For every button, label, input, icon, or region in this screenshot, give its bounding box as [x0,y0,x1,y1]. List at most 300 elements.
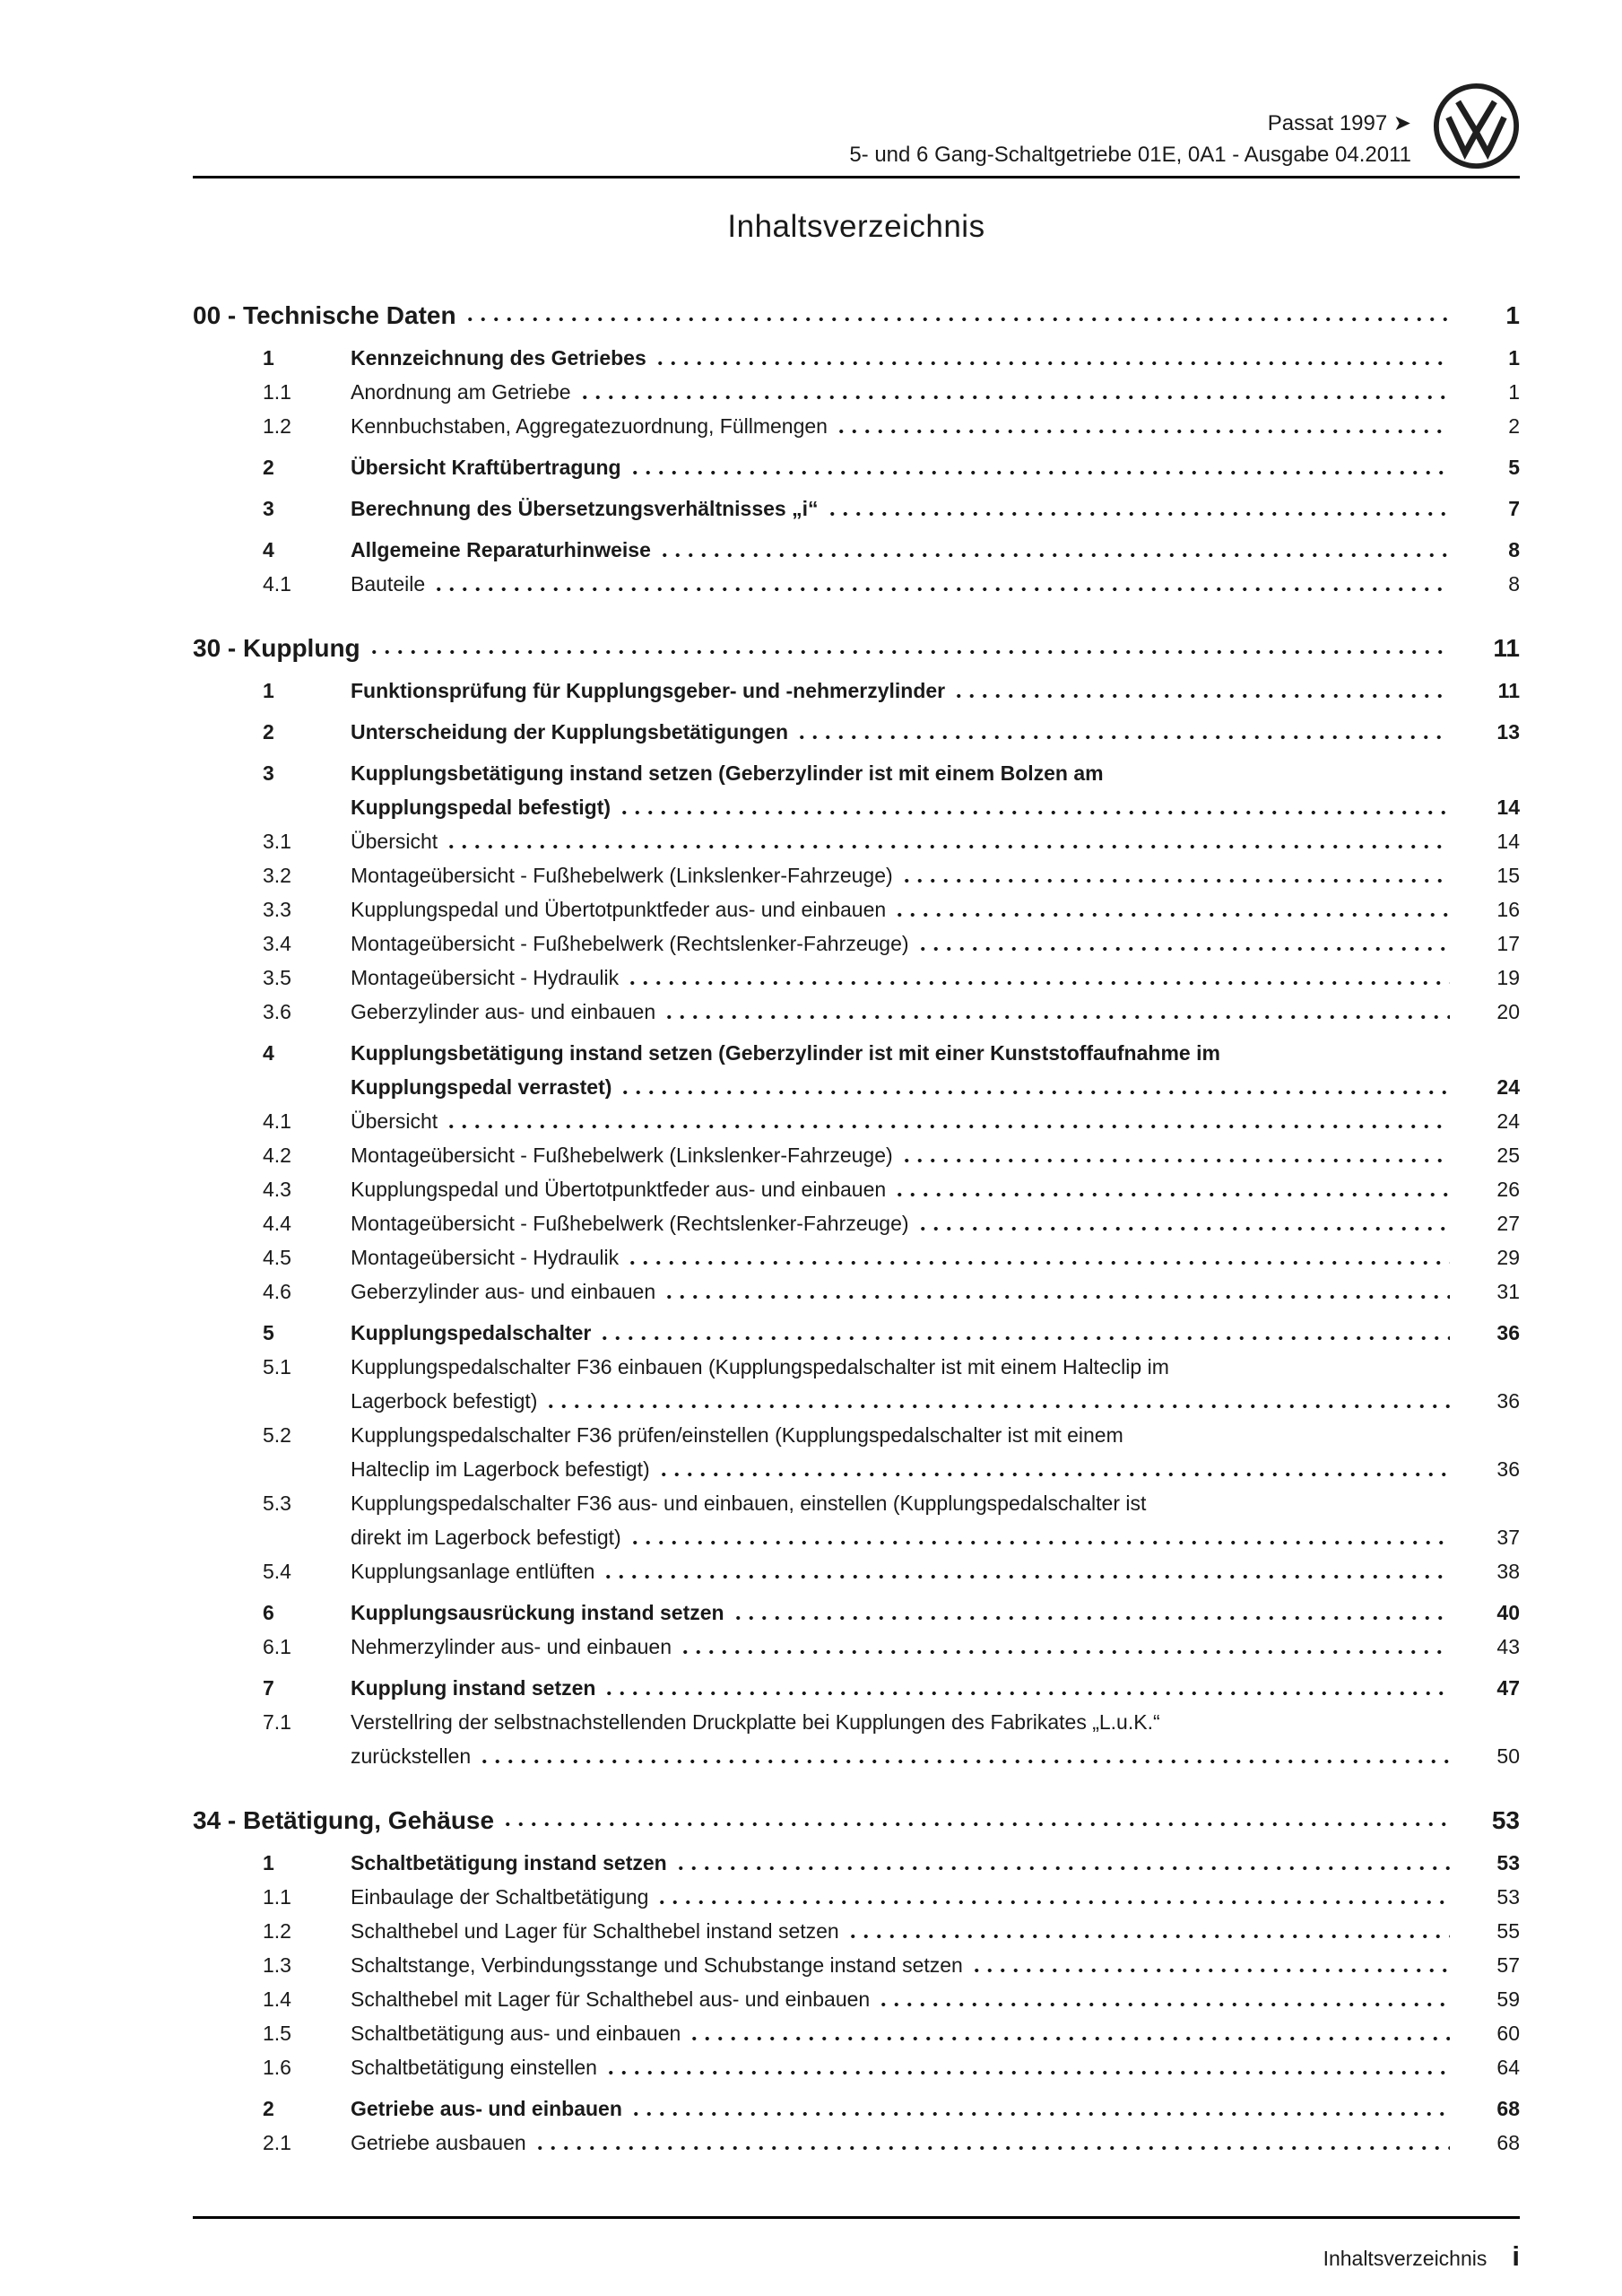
dot-leader [618,790,1450,824]
dot-leader [688,2016,1450,2050]
entry-page: 37 [1496,1526,1520,1549]
entry-title-line [351,1316,1520,1350]
dot-leader [464,299,1450,332]
entry-title-line [351,824,1520,858]
dot-leader [544,1384,1450,1418]
entry-title-line: Kupplungspedalschalter F36 aus- und einbauen, einstellen (Kupplungspedalschalter ist [351,1492,1147,1515]
dot-leader [952,674,1450,708]
entry-num: 1.5 [263,2022,291,2045]
toc-entry [193,2016,1520,2050]
entry-num: 4.1 [263,1109,291,1133]
chapter-label: 00 - Technische Daten [193,301,456,329]
entry-title-line [351,1384,1520,1418]
entry-title-line [351,858,1520,892]
entry-page: 68 [1496,2131,1520,2154]
entry-title: Kupplungsausrückung instand setzen [351,1601,724,1624]
entry-num: 2.1 [263,2131,291,2154]
toc-entry [193,1880,1520,1914]
chapter-label: 30 - Kupplung [193,634,360,662]
toc-entry [193,756,1520,824]
entry-title: Schaltstange, Verbindungsstange und Schubstange instand setzen [351,1953,963,1977]
entry-page: 27 [1496,1212,1520,1235]
entry-num: 3 [263,761,274,785]
entry-page: 11 [1497,679,1520,702]
page-header [193,0,1520,178]
dot-leader [533,2126,1450,2160]
entry-title-line [351,409,1520,443]
toc-entry [193,892,1520,926]
entry-body [351,1982,1520,2016]
chapter-page: 1 [1505,301,1520,329]
entry-num: 1.2 [263,1919,291,1943]
header-subtitle: 5- und 6 Gang-Schaltgetriebe 01E, 0A1 - Ausgabe 04.2011 [849,143,1411,167]
dot-leader [657,1452,1450,1486]
toc-entry [193,2050,1520,2084]
entry-title: zurückstellen [351,1744,472,1768]
entry-body [351,1316,1520,1350]
entry-body [351,1948,1520,1982]
entry-num: 4.6 [263,1280,291,1303]
entry-body [351,1418,1520,1486]
entry-title: Kennbuchstaben, Aggregatezuordnung, Füllmengen [351,414,828,438]
entry-body [351,674,1520,708]
entry-title-line [351,1138,1520,1172]
entry-body [351,995,1520,1029]
dot-leader [916,1206,1450,1240]
entry-num: 5 [263,1321,274,1344]
entry-num: 3.2 [263,864,291,887]
entry-num: 5.1 [263,1355,291,1378]
toc-entry [193,1418,1520,1486]
dot-leader [445,1104,1450,1138]
entry-page: 64 [1496,2056,1520,2079]
dot-leader [578,375,1451,409]
dot-leader [663,1274,1450,1309]
entry-title: Unterscheidung der Kupplungsbetätigungen [351,720,789,744]
entry-page: 1 [1508,380,1520,404]
entry-body [351,858,1520,892]
entry-title-line [351,491,1520,526]
toc-entry [193,1104,1520,1138]
toc-entry [193,2126,1520,2160]
entry-body [351,567,1520,601]
dot-leader [603,1671,1450,1705]
dot-leader [663,995,1450,1029]
toc-entry [193,715,1520,749]
toc-entry [193,1846,1520,1880]
chapter-label: 34 - Betätigung, Gehäuse [193,1806,495,1834]
entry-title-line [351,1172,1520,1206]
dot-leader [619,1070,1450,1104]
toc-entry [193,341,1520,375]
entry-num: 4 [263,538,274,561]
dot-leader [626,1240,1450,1274]
entry-title-line [351,961,1520,995]
toc-entry [193,567,1520,601]
header-text [849,108,1411,174]
toc-chapter [193,299,1520,332]
dot-leader [732,1596,1450,1630]
dot-leader [604,2050,1450,2084]
entry-title: Übersicht [351,830,438,853]
dot-leader [598,1316,1450,1350]
entry-title-line [351,2050,1520,2084]
toc-entry [193,824,1520,858]
entry-title-line [351,1671,1520,1705]
entry-title: Schaltbetätigung aus- und einbauen [351,2022,681,2045]
page-footer [193,2216,1520,2296]
entry-title-line [351,790,1520,824]
entry-title-line [351,1596,1520,1630]
entry-title: Schalthebel mit Lager für Schalthebel aus- und einbauen [351,1987,871,2011]
entry-title-line [351,1914,1520,1948]
entry-page: 59 [1496,1987,1520,2011]
entry-body [351,1914,1520,1948]
dot-leader [679,1630,1450,1664]
entry-title: direkt im Lagerbock befestigt) [351,1526,621,1549]
entry-page: 53 [1496,1851,1520,1874]
entry-num: 3.5 [263,966,291,989]
dot-leader [368,631,1450,665]
entry-title-line [351,2126,1520,2160]
toc-entry [193,491,1520,526]
dot-leader [629,450,1450,484]
entry-title-line: Kupplungsbetätigung instand setzen (Geberzylinder ist mit einer Kunststoffaufnahme im [351,1041,1220,1065]
entry-title-line [351,1880,1520,1914]
entry-num: 3.6 [263,1000,291,1023]
entry-title: Getriebe aus- und einbauen [351,2097,622,2120]
entry-title: Montageübersicht - Fußhebelwerk (Linkslenker-Fahrzeuge) [351,1144,893,1167]
toc-chapter [193,631,1520,665]
dot-leader [602,1554,1450,1588]
entry-page: 17 [1496,932,1520,955]
entry-title: Kupplungsanlage entlüften [351,1560,595,1583]
entry-title-line: Verstellring der selbstnachstellenden Druckplatte bei Kupplungen des Fabrikates „L.u.K.“ [351,1710,1160,1734]
entry-page: 26 [1496,1178,1520,1201]
dot-leader [629,2092,1450,2126]
entry-num: 3.3 [263,898,291,921]
entry-page: 24 [1496,1109,1520,1133]
toc-entry [193,858,1520,892]
dot-leader [846,1914,1450,1948]
entry-num: 1 [263,679,274,702]
toc-entry [193,1486,1520,1554]
entry-title: Geberzylinder aus- und einbauen [351,1280,656,1303]
toc-entry [193,1138,1520,1172]
entry-title-line [351,1948,1520,1982]
entry-body [351,961,1520,995]
toc-entry [193,1206,1520,1240]
toc-entry [193,1948,1520,1982]
entry-title-line [351,2016,1520,2050]
toc-entry [193,1036,1520,1104]
entry-body [351,1206,1520,1240]
dot-leader [893,892,1450,926]
entry-num: 2 [263,456,274,479]
entry-num: 1.6 [263,2056,291,2079]
toc-entry [193,375,1520,409]
entry-title-line [351,1739,1520,1773]
entry-title: Übersicht [351,1109,438,1133]
entry-page: 36 [1496,1321,1520,1344]
toc-entry [193,533,1520,567]
toc-entry [193,1350,1520,1418]
entry-num: 4.3 [263,1178,291,1201]
entry-body [351,1104,1520,1138]
entry-title-line [351,341,1520,375]
entry-page: 8 [1508,538,1520,561]
dot-leader [900,1138,1450,1172]
entry-num: 7.1 [263,1710,291,1734]
entry-num: 3.1 [263,830,291,853]
entry-title-line [351,1630,1520,1664]
entry-title-line [351,375,1520,409]
entry-title: Montageübersicht - Fußhebelwerk (Rechtslenker-Fahrzeuge) [351,1212,909,1235]
dot-leader [654,341,1450,375]
entry-page: 36 [1496,1457,1520,1481]
entry-title: Einbaulage der Schaltbetätigung [351,1885,649,1909]
entry-title-line: Kupplungspedalschalter F36 einbauen (Kupplungspedalschalter ist mit einem Halteclip im [351,1355,1169,1378]
toc-entry [193,1274,1520,1309]
entry-title-line [351,1274,1520,1309]
entry-body [351,1036,1520,1104]
chapter-page: 11 [1493,634,1520,662]
dot-leader [877,1982,1450,2016]
entry-title-line [351,533,1520,567]
entry-body [351,1486,1520,1554]
entry-title-line [351,1104,1520,1138]
entry-num: 1 [263,346,274,370]
entry-body [351,1240,1520,1274]
entry-page: 13 [1496,720,1520,744]
entry-page: 36 [1496,1389,1520,1413]
entry-title: Schalthebel und Lager für Schalthebel instand setzen [351,1919,839,1943]
entry-page: 25 [1496,1144,1520,1167]
dot-leader [970,1948,1450,1982]
entry-page: 38 [1496,1560,1520,1583]
entry-page: 7 [1508,497,1520,520]
entry-title-line [351,1070,1520,1104]
toc-entry [193,1705,1520,1773]
entry-num: 3.4 [263,932,291,955]
entry-page: 29 [1496,1246,1520,1269]
entry-body [351,1671,1520,1705]
entry-body [351,1596,1520,1630]
entry-body [351,1554,1520,1588]
toc-chapter [193,1804,1520,1837]
entry-num: 2 [263,2097,274,2120]
entry-body [351,2126,1520,2160]
entry-num: 6 [263,1601,274,1624]
entry-title-line [351,715,1520,749]
entry-body [351,1880,1520,1914]
entry-body [351,1274,1520,1309]
entry-title-line [351,1982,1520,2016]
entry-page: 24 [1496,1075,1520,1099]
toc-entry [193,1914,1520,1948]
entry-title: Schaltbetätigung instand setzen [351,1851,667,1874]
entry-num: 6.1 [263,1635,291,1658]
entry-num: 4 [263,1041,274,1065]
entry-page: 53 [1496,1885,1520,1909]
entry-num: 4.1 [263,572,291,596]
dot-leader [655,1880,1450,1914]
toc-entry [193,961,1520,995]
dot-leader [916,926,1450,961]
entry-num: 1.2 [263,414,291,438]
entry-title: Bauteile [351,572,426,596]
dot-leader [674,1846,1450,1880]
entry-title: Schaltbetätigung einstellen [351,2056,597,2079]
entry-page: 50 [1496,1744,1520,1768]
toc-entry [193,1316,1520,1350]
entry-num: 4.4 [263,1212,291,1235]
toc-entry [193,1554,1520,1588]
entry-num: 1.1 [263,380,291,404]
entry-body [351,409,1520,443]
entry-title-line [351,2092,1520,2126]
entry-title-line [351,450,1520,484]
entry-title: Funktionsprüfung für Kupplungsgeber- und -nehmerzylinder [351,679,946,702]
entry-body [351,491,1520,526]
entry-title: Halteclip im Lagerbock befestigt) [351,1457,650,1481]
entry-title: Montageübersicht - Hydraulik [351,966,620,989]
entry-page: 57 [1496,1953,1520,1977]
entry-title-line [351,995,1520,1029]
entry-title-line [351,567,1520,601]
entry-num: 5.2 [263,1423,291,1447]
entry-num: 4.2 [263,1144,291,1167]
toc-entry [193,1240,1520,1274]
dot-leader [835,409,1450,443]
entry-body [351,756,1520,824]
entry-title: Berechnung des Übersetzungsverhältnisses „i“ [351,497,819,520]
entry-title: Montageübersicht - Hydraulik [351,1246,620,1269]
dot-leader [626,961,1450,995]
dot-leader [478,1739,1450,1773]
entry-page: 43 [1496,1635,1520,1658]
entry-title: Montageübersicht - Fußhebelwerk (Rechtslenker-Fahrzeuge) [351,932,909,955]
entry-page: 1 [1508,346,1520,370]
entry-page: 19 [1496,966,1520,989]
entry-num: 7 [263,1676,274,1700]
entry-num: 1 [263,1851,274,1874]
entry-num: 1.4 [263,1987,291,2011]
entry-page: 55 [1496,1919,1520,1943]
dot-leader [900,858,1450,892]
dot-leader [501,1804,1450,1837]
entry-body [351,715,1520,749]
entry-title-line: Kupplungsbetätigung instand setzen (Geberzylinder ist mit einem Bolzen am [351,761,1104,785]
dot-leader [445,824,1450,858]
entry-title: Übersicht Kraftübertragung [351,456,621,479]
page-title: Inhaltsverzeichnis [727,209,985,244]
footer-page-number: i [1512,2240,1520,2272]
dot-leader [658,533,1450,567]
entry-body [351,1846,1520,1880]
entry-page: 47 [1496,1676,1520,1700]
entry-num: 5.3 [263,1492,291,1515]
entry-num: 1.3 [263,1953,291,1977]
vw-logo-icon [1433,83,1520,170]
entry-num: 2 [263,720,274,744]
toc-entry [193,2092,1520,2126]
entry-body [351,926,1520,961]
entry-title: Kupplung instand setzen [351,1676,596,1700]
entry-title: Allgemeine Reparaturhinweise [351,538,651,561]
entry-title-line: Kupplungspedalschalter F36 prüfen/einstellen (Kupplungspedalschalter ist mit einem [351,1423,1123,1447]
toc-entry [193,674,1520,708]
toc-entry [193,1596,1520,1630]
entry-body [351,2016,1520,2050]
entry-page: 5 [1508,456,1520,479]
entry-title: Kupplungspedal und Übertotpunktfeder aus- und einbauen [351,1178,887,1201]
dot-leader [795,715,1450,749]
footer-label: Inhaltsverzeichnis [1323,2247,1488,2270]
entry-title-line [351,892,1520,926]
toc-entry [193,995,1520,1029]
entry-body [351,450,1520,484]
entry-title-line [351,1520,1520,1554]
toc-entry [193,926,1520,961]
header-model: Passat 1997 ➤ [1267,111,1411,135]
entry-num: 1.1 [263,1885,291,1909]
entry-body [351,892,1520,926]
dot-leader [432,567,1450,601]
entry-body [351,1630,1520,1664]
entry-page: 68 [1496,2097,1520,2120]
toc-entry [193,1982,1520,2016]
entry-title: Anordnung am Getriebe [351,380,571,404]
entry-page: 16 [1496,898,1520,921]
entry-num: 5.4 [263,1560,291,1583]
entry-page: 31 [1496,1280,1520,1303]
entry-body [351,824,1520,858]
entry-title: Montageübersicht - Fußhebelwerk (Linkslenker-Fahrzeuge) [351,864,893,887]
entry-body [351,1172,1520,1206]
entry-title-line [351,674,1520,708]
entry-page: 40 [1496,1601,1520,1624]
entry-body [351,1138,1520,1172]
entry-title: Geberzylinder aus- und einbauen [351,1000,656,1023]
entry-page: 15 [1496,864,1520,887]
entry-body [351,1350,1520,1418]
entry-page: 14 [1496,796,1520,819]
entry-body [351,533,1520,567]
entry-title-line [351,1554,1520,1588]
entry-title-line [351,1206,1520,1240]
toc-entry [193,409,1520,443]
entry-page: 20 [1496,1000,1520,1023]
toc [193,268,1520,2160]
entry-title: Kupplungspedal und Übertotpunktfeder aus- und einbauen [351,898,887,921]
dot-leader [893,1172,1450,1206]
entry-page: 14 [1496,830,1520,853]
entry-title: Getriebe ausbauen [351,2131,526,2154]
toc-entry [193,1671,1520,1705]
entry-page: 60 [1496,2022,1520,2045]
entry-body [351,375,1520,409]
entry-num: 3 [263,497,274,520]
entry-body [351,1705,1520,1773]
dot-leader [826,491,1451,526]
entry-title-line [351,1452,1520,1486]
entry-num: 4.5 [263,1246,291,1269]
entry-title: Nehmerzylinder aus- und einbauen [351,1635,672,1658]
toc-entry [193,1172,1520,1206]
entry-title-line [351,1240,1520,1274]
entry-title: Kupplungspedalschalter [351,1321,592,1344]
